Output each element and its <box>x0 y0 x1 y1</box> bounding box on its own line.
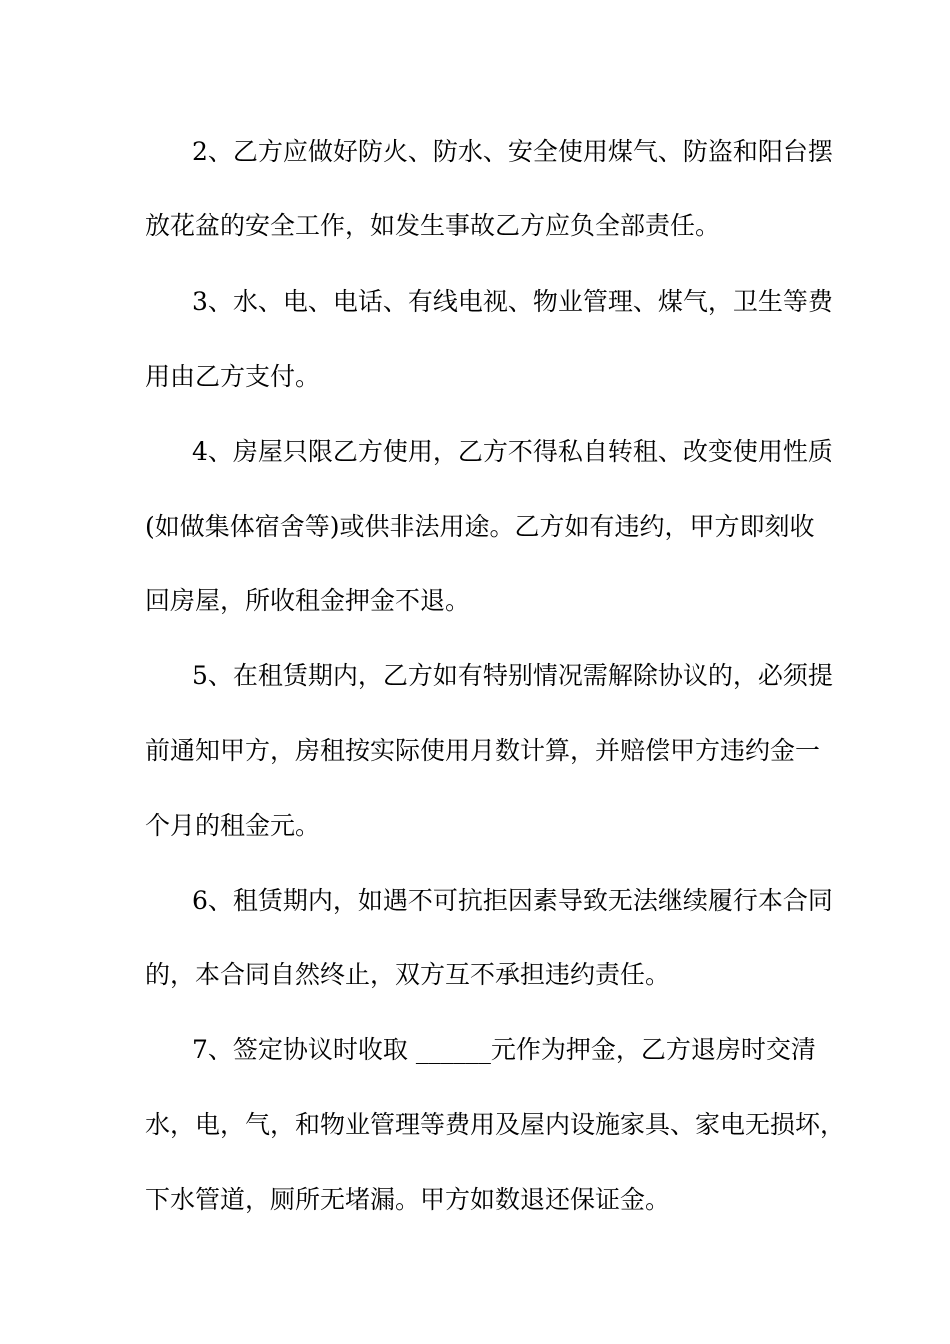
clause-5-line-1: 5、在租赁期内，乙方如有特别情况需解除协议的，必须提 <box>192 661 833 690</box>
clause-6-line-2: 的，本合同自然终止，双方互不承担违约责任。 <box>145 960 671 989</box>
clause-6-line-1: 6、租赁期内，如遇不可抗拒因素导致无法继续履行本合同 <box>192 886 833 915</box>
clause-2-line-1: 2、乙方应做好防火、防水、安全使用煤气、防盗和阳台摆 <box>192 137 833 166</box>
clause-4-line-2: (如做集体宿舍等)或供非法用途。乙方如有违约，甲方即刻收 <box>145 512 815 541</box>
clause-5-line-2: 前通知甲方，房租按实际使用月数计算，并赔偿甲方违约金一 <box>145 736 821 765</box>
clause-5-line-3: 个月的租金元。 <box>145 811 321 840</box>
clause-7-line-2: 水，电，气，和物业管理等费用及屋内设施家具、家电无损坏， <box>145 1110 846 1139</box>
clause-4-line-3: 回房屋，所收租金押金不退。 <box>145 586 471 615</box>
clause-3-line-1: 3、水、电、电话、有线电视、物业管理、煤气，卫生等费 <box>192 287 833 316</box>
clause-4-line-1: 4、房屋只限乙方使用，乙方不得私自转租、改变使用性质 <box>192 437 833 466</box>
clause-7-line-3: 下水管道，厕所无堵漏。甲方如数退还保证金。 <box>145 1185 671 1214</box>
clause-2-line-2: 放花盆的安全工作，如发生事故乙方应负全部责任。 <box>145 211 721 240</box>
clause-3-line-2: 用由乙方支付。 <box>145 362 321 391</box>
clause-7-line-1: 7、签定协议时收取 ______元作为押金，乙方退房时交清 <box>192 1035 816 1064</box>
